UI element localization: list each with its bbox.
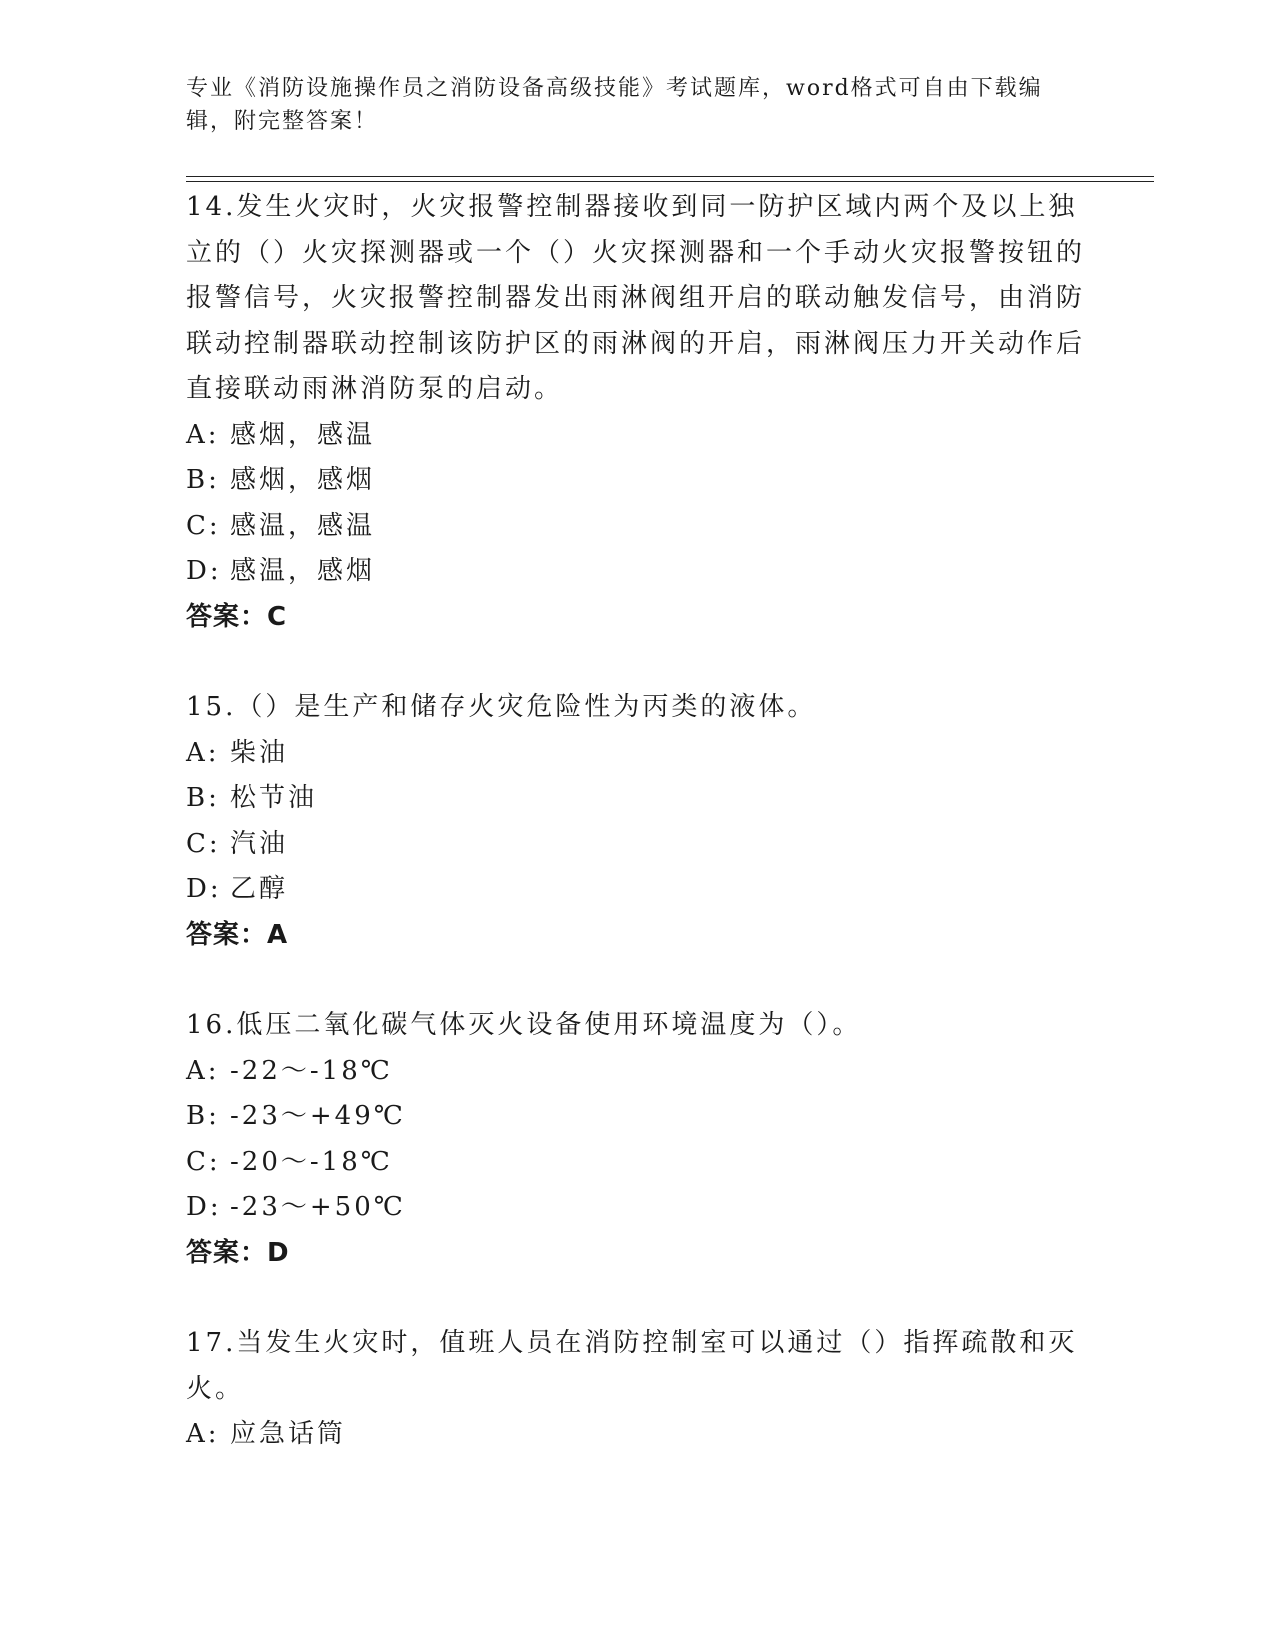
question-stem: 15.（）是生产和储存火灾危险性为丙类的液体。 bbox=[186, 692, 817, 722]
option-b bbox=[186, 458, 1086, 504]
option-a bbox=[186, 1412, 1086, 1458]
option-text: 感烟，感温 bbox=[230, 419, 376, 450]
answer-line: 答案：C bbox=[186, 601, 288, 632]
option-letter: A: bbox=[186, 419, 220, 450]
answer-line: 答案：A bbox=[186, 919, 289, 950]
option-letter: A: bbox=[186, 1055, 220, 1086]
option-letter: D: bbox=[186, 556, 222, 586]
option-text: 柴油 bbox=[230, 737, 289, 768]
option-text: 汽油 bbox=[230, 828, 289, 859]
question-stem: 14.发生火灾时，火灾报警控制器接收到同一防护区域内两个及以上独立的（）火灾探测器或一个（）火灾探测器和一个手动火灾报警按钮的报警信号，火灾报警控制器发出雨淋阀组开启的联动触发信号，由消防联动控制器联动控制该防护区的雨淋阀的开启，雨淋阀压力开关动作后直接联动雨淋消防泵的启动。 bbox=[186, 192, 1086, 404]
header-divider-top bbox=[186, 176, 1154, 177]
question-15 bbox=[186, 685, 1086, 958]
option-letter: C: bbox=[186, 1146, 221, 1177]
option-letter: D: bbox=[186, 874, 222, 904]
option-text: -23～+50℃ bbox=[230, 1192, 406, 1222]
option-text: 感温，感烟 bbox=[230, 556, 376, 586]
question-14 bbox=[186, 185, 1086, 640]
document-header: 专业《消防设施操作员之消防设备高级技能》考试题库，word格式可自由下载编辑，附完整答案！ bbox=[186, 76, 1043, 134]
option-c bbox=[186, 822, 1086, 868]
header-divider-bottom bbox=[186, 181, 1154, 182]
option-letter: B: bbox=[186, 783, 220, 813]
option-text: -23～+49℃ bbox=[230, 1101, 406, 1131]
option-text: 感温，感温 bbox=[230, 510, 376, 541]
option-text: 应急话筒 bbox=[230, 1419, 347, 1449]
option-letter: A: bbox=[186, 1419, 220, 1449]
option-c bbox=[186, 504, 1086, 550]
question-16 bbox=[186, 1003, 1086, 1276]
option-b bbox=[186, 1094, 1086, 1140]
option-text: 感烟，感烟 bbox=[230, 465, 376, 495]
option-text: 乙醇 bbox=[230, 874, 289, 904]
option-letter: B: bbox=[186, 1101, 220, 1131]
option-letter: C: bbox=[186, 828, 221, 859]
question-stem: 16.低压二氧化碳气体灭火设备使用环境温度为（）。 bbox=[186, 1010, 862, 1040]
option-a bbox=[186, 731, 1086, 777]
option-d bbox=[186, 1185, 1086, 1231]
option-b bbox=[186, 776, 1086, 822]
option-letter: D: bbox=[186, 1192, 222, 1222]
option-letter: A: bbox=[186, 737, 220, 768]
question-stem: 17.当发生火灾时，值班人员在消防控制室可以通过（）指挥疏散和灭火。 bbox=[186, 1328, 1078, 1404]
option-letter: C: bbox=[186, 510, 221, 541]
option-d bbox=[186, 549, 1086, 595]
option-d bbox=[186, 867, 1086, 913]
option-c bbox=[186, 1140, 1086, 1186]
option-text: -22～-18℃ bbox=[230, 1055, 393, 1086]
question-list bbox=[186, 185, 1086, 1458]
option-a bbox=[186, 413, 1086, 459]
option-text: -20～-18℃ bbox=[230, 1146, 393, 1177]
option-letter: B: bbox=[186, 465, 220, 495]
option-a bbox=[186, 1049, 1086, 1095]
question-17 bbox=[186, 1321, 1086, 1458]
option-text: 松节油 bbox=[230, 783, 318, 813]
answer-line: 答案：D bbox=[186, 1237, 290, 1268]
